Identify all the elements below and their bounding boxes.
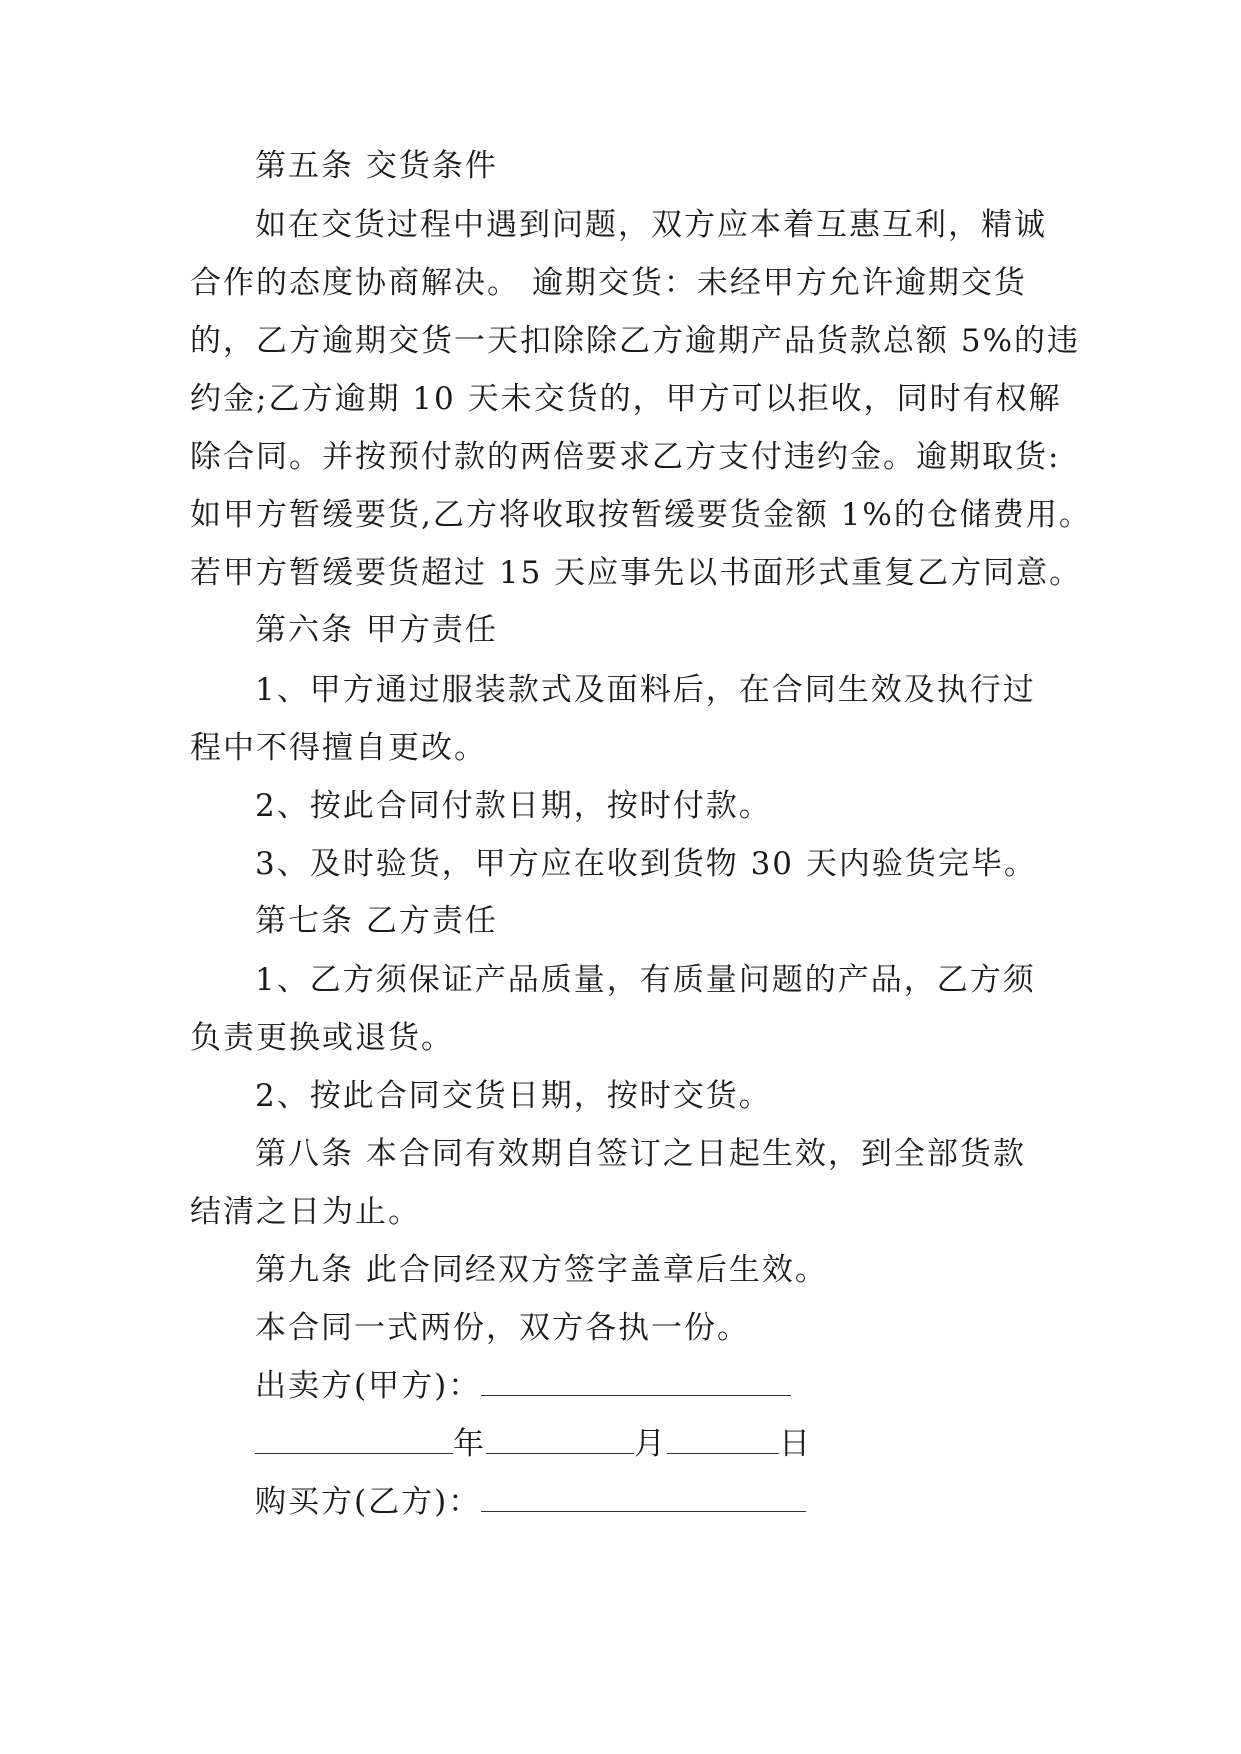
article-6-heading: 第六条 甲方责任	[255, 612, 498, 648]
month-label: 月	[634, 1426, 667, 1462]
month-blank[interactable]	[486, 1423, 634, 1454]
buyer-signature-row	[255, 1473, 1135, 1531]
paragraph-line: 结清之日为止。	[190, 1194, 421, 1230]
paragraph-line: 1、乙方须保证产品质量，有质量问题的产品，乙方须	[255, 962, 1036, 998]
copies-text: 本合同一式两份，双方各执一份。	[255, 1310, 750, 1346]
year-blank[interactable]	[255, 1423, 453, 1454]
article-5-heading: 第五条 交货条件	[255, 148, 498, 184]
paragraph-line: 合作的态度协商解决。 逾期交货：未经甲方允许逾期交货	[190, 265, 1027, 301]
buyer-label: 购买方(乙方)：	[255, 1484, 482, 1520]
paragraph-line: 如在交货过程中遇到问题，双方应本着互惠互利，精诚	[255, 207, 1047, 243]
article-8-text: 第八条 本合同有效期自签订之日起生效，到全部货款	[255, 1136, 1026, 1172]
date-row	[255, 1415, 1135, 1473]
seller-label: 出卖方(甲方)：	[255, 1368, 482, 1404]
paragraph-line: 除合同。并按预付款的两倍要求乙方支付违约金。逾期取货:	[190, 439, 1061, 475]
paragraph-line: 2、按此合同付款日期，按时付款。	[255, 788, 772, 824]
paragraph-line: 如甲方暂缓要货,乙方将收取按暂缓要货金额 1%的仓储费用。	[190, 497, 1092, 533]
seller-signature-blank[interactable]	[481, 1365, 791, 1396]
paragraph-line: 2、按此合同交货日期，按时交货。	[255, 1078, 772, 1114]
article-9-text: 第九条 此合同经双方签字盖章后生效。	[255, 1252, 828, 1288]
paragraph-line: 3、及时验货，甲方应在收到货物 30 天内验货完毕。	[255, 846, 1037, 882]
article-7-heading: 第七条 乙方责任	[255, 903, 498, 939]
day-label: 日	[779, 1426, 812, 1462]
paragraph-line: 1、甲方通过服装款式及面料后，在合同生效及执行过	[255, 672, 1036, 708]
paragraph-line: 程中不得擅自更改。	[190, 730, 487, 766]
paragraph-line: 若甲方暂缓要货超过 15 天应事先以书面形式重复乙方同意。	[190, 555, 1083, 591]
seller-signature-row	[255, 1357, 1135, 1415]
paragraph-line: 的，乙方逾期交货一天扣除除乙方逾期产品货款总额 5%的违	[190, 323, 1081, 359]
paragraph-line: 负责更换或退货。	[190, 1020, 454, 1056]
day-blank[interactable]	[667, 1423, 779, 1454]
year-label: 年	[453, 1426, 486, 1462]
buyer-signature-blank[interactable]	[481, 1481, 806, 1512]
paragraph-line: 约金;乙方逾期 10 天未交货的，甲方可以拒收，同时有权解	[190, 381, 1062, 417]
